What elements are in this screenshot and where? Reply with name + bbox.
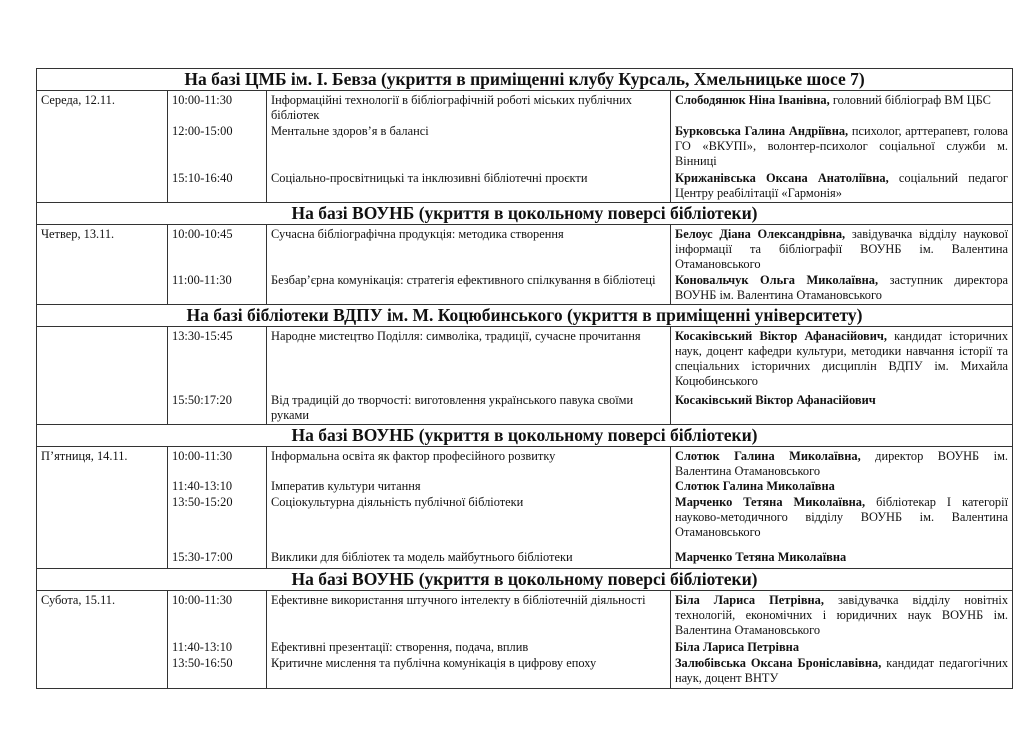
topic-cell: Виклики для бібліотек та модель майбутнього бібліотеки bbox=[267, 550, 671, 568]
time-cell: 10:00-10:45 bbox=[168, 225, 267, 273]
time-cell: 12:00-15:00 bbox=[168, 124, 267, 171]
speaker-role: заступник директора ВОУНБ ім. Валентина Отамановського bbox=[675, 272, 1009, 302]
session-row bbox=[37, 590, 1013, 640]
section-header-row bbox=[37, 425, 1013, 447]
day-cell bbox=[37, 495, 168, 550]
topic-cell: Від традицій до творчості: виготовлення українського павука своїми руками bbox=[267, 393, 671, 425]
speaker-name: Залюбівська Оксана Броніславівна, bbox=[675, 656, 882, 670]
time-cell: 10:00-11:30 bbox=[168, 447, 267, 480]
day-cell bbox=[37, 656, 168, 688]
speaker-name: Слободянюк Ніна Іванівна, bbox=[675, 93, 830, 107]
session-row bbox=[37, 124, 1013, 171]
speaker-cell bbox=[671, 479, 1013, 495]
session-row bbox=[37, 447, 1013, 480]
speaker-name: Біла Лариса Петрівна bbox=[675, 640, 800, 654]
speaker-role: соціальний педагог Центру реабілітації «Гармонія» bbox=[675, 170, 1009, 200]
session-row bbox=[37, 171, 1013, 203]
speaker-role: головний бібліограф ВМ ЦБС bbox=[829, 93, 991, 107]
speaker-role: завідувачка відділу наукової інформації та бібліографії ВОУНБ ім. Валентина Отамановського bbox=[675, 227, 1009, 271]
section-header-row bbox=[37, 203, 1013, 225]
speaker-name: Марченко Тетяна Миколаївна, bbox=[675, 495, 866, 509]
speaker-role: завідувачка відділу новітніх технологій, економічних і юридичних наук ВОУНБ ім. Валентина Отамановського bbox=[675, 592, 1009, 637]
speaker-role: бібліотекар І категорії науково-методичного відділу ВОУНБ ім. Валентина Отамановського bbox=[675, 495, 1009, 539]
speaker-name: Косаківський Віктор Афанасійович, bbox=[675, 328, 887, 343]
topic-cell: Народне мистецтво Поділля: символіка, традиції, сучасне прочитання bbox=[267, 326, 671, 393]
day-cell: Середа, 12.11. bbox=[37, 91, 168, 124]
speaker-cell bbox=[671, 91, 1013, 124]
day-cell: П’ятниця, 14.11. bbox=[37, 447, 168, 480]
section-header: На базі бібліотеки ВДПУ ім. М. Коцюбинського (укриття в приміщенні університету) bbox=[37, 304, 1013, 326]
speaker-cell bbox=[671, 326, 1013, 393]
schedule-table bbox=[36, 68, 1013, 689]
time-cell: 11:00-11:30 bbox=[168, 273, 267, 305]
section-header-row bbox=[37, 304, 1013, 326]
topic-cell: Інформальна освіта як фактор професійного розвитку bbox=[267, 447, 671, 480]
speaker-cell bbox=[671, 225, 1013, 273]
session-row bbox=[37, 640, 1013, 656]
speaker-cell bbox=[671, 656, 1013, 688]
speaker-name: Косаківський Віктор Афанасійович bbox=[675, 393, 876, 407]
session-row bbox=[37, 495, 1013, 550]
speaker-cell bbox=[671, 393, 1013, 425]
speaker-cell bbox=[671, 171, 1013, 203]
topic-cell: Імператив культури читання bbox=[267, 479, 671, 495]
section-header: На базі ЦМБ ім. І. Бевза (укриття в приміщенні клубу Курсаль, Хмельницьке шосе 7) bbox=[37, 69, 1013, 91]
session-row bbox=[37, 656, 1013, 688]
topic-cell: Ефективні презентації: створення, подача, вплив bbox=[267, 640, 671, 656]
speaker-role: кандидат історичних наук, доцент кафедри культури, методики навчання історії та спеціальних історичних дисциплін ВДПУ ім. Михайла Коцюбинського bbox=[675, 328, 1009, 388]
time-cell: 13:30-15:45 bbox=[168, 326, 267, 393]
speaker-role: психолог, арттерапевт, голова ГО «ВКУПІ», волонтер-психолог соціальної служби м. Вінниці bbox=[675, 123, 1009, 168]
day-cell: Четвер, 13.11. bbox=[37, 225, 168, 273]
session-row bbox=[37, 326, 1013, 393]
section-header: На базі ВОУНБ (укриття в цокольному поверсі бібліотеки) bbox=[37, 425, 1013, 447]
session-row bbox=[37, 273, 1013, 305]
time-cell: 11:40-13:10 bbox=[168, 479, 267, 495]
day-cell bbox=[37, 550, 168, 568]
speaker-cell bbox=[671, 590, 1013, 640]
session-row bbox=[37, 393, 1013, 425]
speaker-name: Слотюк Галина Миколаївна, bbox=[675, 449, 861, 463]
topic-cell: Інформаційні технології в бібліографічній роботі міських публічних бібліотек bbox=[267, 91, 671, 124]
speaker-cell bbox=[671, 273, 1013, 305]
session-row bbox=[37, 479, 1013, 495]
topic-cell: Сучасна бібліографічна продукція: методика створення bbox=[267, 225, 671, 273]
day-cell bbox=[37, 273, 168, 305]
time-cell: 11:40-13:10 bbox=[168, 640, 267, 656]
time-cell: 13:50-16:50 bbox=[168, 656, 267, 688]
speaker-name: Коновальчук Ольга Миколаївна, bbox=[675, 272, 879, 287]
topic-cell: Ментальне здоров’я в балансі bbox=[267, 124, 671, 171]
speaker-cell bbox=[671, 495, 1013, 550]
topic-cell: Соціокультурна діяльність публічної бібліотеки bbox=[267, 495, 671, 550]
section-header: На базі ВОУНБ (укриття в цокольному поверсі бібліотеки) bbox=[37, 203, 1013, 225]
time-cell: 15:10-16:40 bbox=[168, 171, 267, 203]
speaker-name: Бурковська Галина Андріївна, bbox=[675, 123, 849, 138]
day-cell bbox=[37, 640, 168, 656]
time-cell: 15:50:17:20 bbox=[168, 393, 267, 425]
section-header-row bbox=[37, 69, 1013, 91]
time-cell: 15:30-17:00 bbox=[168, 550, 267, 568]
day-cell bbox=[37, 171, 168, 203]
speaker-cell bbox=[671, 447, 1013, 480]
speaker-name: Біла Лариса Петрівна, bbox=[675, 592, 824, 607]
speaker-name: Марченко Тетяна Миколаївна bbox=[675, 550, 847, 564]
session-row bbox=[37, 225, 1013, 273]
topic-cell: Ефективне використання штучного інтелекту в бібліотечній діяльності bbox=[267, 590, 671, 640]
speaker-name: Крижанівська Оксана Анатоліївна, bbox=[675, 170, 889, 185]
speaker-cell bbox=[671, 550, 1013, 568]
speaker-name: Слотюк Галина Миколаївна bbox=[675, 479, 835, 493]
time-cell: 10:00-11:30 bbox=[168, 91, 267, 124]
day-cell bbox=[37, 479, 168, 495]
time-cell: 13:50-15:20 bbox=[168, 495, 267, 550]
speaker-role: кандидат педагогічних наук, доцент ВНТУ bbox=[675, 656, 1009, 685]
day-cell bbox=[37, 124, 168, 171]
speaker-cell bbox=[671, 124, 1013, 171]
topic-cell: Соціально-просвітницькі та інклюзивні бібліотечні проєкти bbox=[267, 171, 671, 203]
session-row bbox=[37, 91, 1013, 124]
session-row bbox=[37, 550, 1013, 568]
speaker-cell bbox=[671, 640, 1013, 656]
day-cell bbox=[37, 326, 168, 393]
section-header: На базі ВОУНБ (укриття в цокольному поверсі бібліотеки) bbox=[37, 568, 1013, 590]
speaker-name: Белоус Діана Олександрівна, bbox=[675, 227, 846, 241]
day-cell bbox=[37, 393, 168, 425]
section-header-row bbox=[37, 568, 1013, 590]
schedule-sheet bbox=[36, 68, 1012, 689]
time-cell: 10:00-11:30 bbox=[168, 590, 267, 640]
topic-cell: Критичне мислення та публічна комунікація в цифрову епоху bbox=[267, 656, 671, 688]
topic-cell: Безбар’єрна комунікація: стратегія ефективного спілкування в бібліотеці bbox=[267, 273, 671, 305]
day-cell: Субота, 15.11. bbox=[37, 590, 168, 640]
speaker-role: директор ВОУНБ ім. Валентина Отамановського bbox=[675, 449, 1009, 478]
